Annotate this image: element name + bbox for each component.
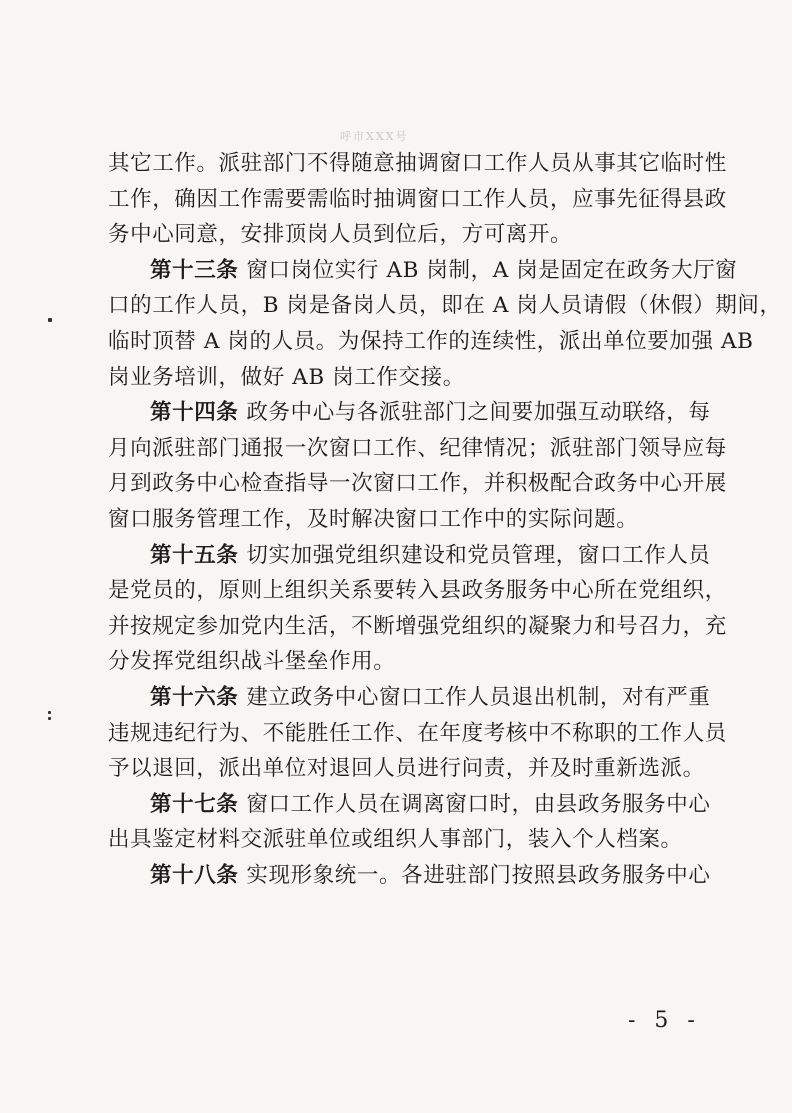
text-line: 是党员的，原则上组织关系要转入县政务服务中心所在党组织，	[108, 578, 727, 604]
text-line: 实现形象统一。各进驻部门按照县政务服务中心	[246, 862, 711, 888]
article-first-line	[108, 787, 711, 823]
article-heading: 第十四条	[150, 400, 239, 426]
text-line: 予以退回，派出单位对退回人员进行问责，并及时重新选派。	[108, 756, 705, 782]
text-line: 临时顶替 A 岗的人员。为保持工作的连续性，派出单位要加强 AB	[108, 328, 754, 354]
article-heading: 第十六条	[150, 684, 239, 710]
article-heading: 第十八条	[150, 862, 239, 888]
article-first-line	[108, 395, 711, 431]
text-line: 窗口工作人员在调离窗口时，由县政务服务中心	[246, 791, 711, 817]
margin-mark	[48, 318, 52, 322]
paragraph-continuation	[108, 146, 727, 253]
article-15	[108, 538, 727, 680]
page-number: - 5 -	[628, 1008, 701, 1033]
text-line: 岗业务培训，做好 AB 岗工作交接。	[108, 364, 465, 390]
text-line: 月向派驻部门通报一次窗口工作、纪律情况；派驻部门领导应每	[108, 435, 727, 461]
text-line: 政务中心与各派驻部门之间要加强互动联络，每	[246, 400, 711, 426]
margin-mark	[48, 717, 51, 720]
text-line: 窗口岗位实行 AB 岗制，A 岗是固定在政务大厅窗	[246, 257, 738, 283]
document-body	[108, 146, 782, 893]
text-line: 务中心同意，安排顶岗人员到位后，方可离开。	[108, 222, 573, 248]
text-line: 分发挥党组织战斗堡垒作用。	[108, 649, 396, 675]
article-first-line	[108, 253, 738, 289]
article-13	[108, 253, 782, 395]
article-heading: 第十七条	[150, 791, 239, 817]
text-line: 月到政务中心检查指导一次窗口工作，并积极配合政务中心开展	[108, 471, 727, 497]
text-line: 违规违纪行为、不能胜任工作、在年度考核中不称职的工作人员	[108, 720, 727, 746]
article-17	[108, 787, 711, 858]
article-first-line	[108, 858, 711, 894]
header-stamp: 呼市XXX号	[340, 130, 409, 143]
text-line: 其它工作。派驻部门不得随意抽调窗口工作人员从事其它临时性	[108, 151, 727, 176]
article-14	[108, 395, 727, 537]
article-first-line	[108, 680, 711, 716]
article-heading: 第十三条	[150, 257, 239, 283]
article-16	[108, 680, 727, 787]
text-line: 切实加强党组织建设和党员管理，窗口工作人员	[246, 542, 711, 568]
text-line: 窗口服务管理工作，及时解决窗口工作中的实际问题。	[108, 506, 639, 532]
text-line: 出具鉴定材料交派驻单位或组织人事部门，装入个人档案。	[108, 827, 683, 853]
text-line: 工作，确因工作需要需临时抽调窗口工作人员，应事先征得县政	[108, 186, 727, 212]
text-line: 建立政务中心窗口工作人员退出机制，对有严重	[246, 684, 711, 710]
margin-mark	[48, 711, 51, 714]
article-first-line	[108, 538, 711, 574]
text-line: 口的工作人员，B 岗是备岗人员，即在 A 岗人员请假（休假）期间，	[108, 293, 782, 319]
article-18	[108, 858, 711, 894]
text-line: 并按规定参加党内生活，不断增强党组织的凝聚力和号召力，充	[108, 613, 727, 639]
article-heading: 第十五条	[150, 542, 239, 568]
